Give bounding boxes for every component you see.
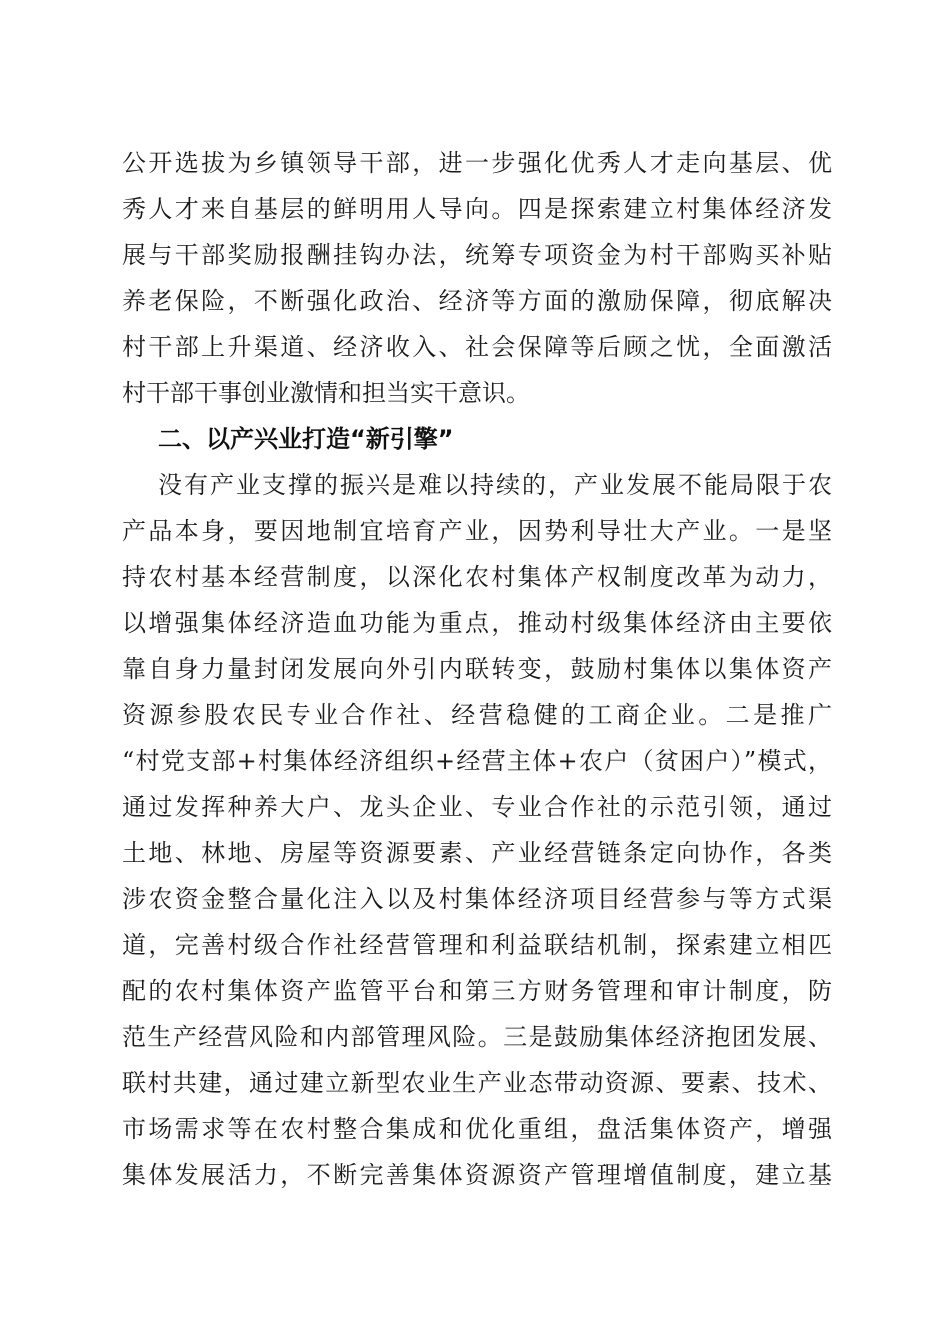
body-text-line: 道，完善村级合作社经营管理和利益联结机制，探索建立相匹 [122, 931, 832, 959]
body-text-line: 靠自身力量封闭发展向外引内联转变，鼓励村集体以集体资产 [122, 655, 832, 683]
body-text-line: 涉农资金整合量化注入以及村集体经济项目经营参与等方式渠 [122, 885, 832, 913]
body-text-line: 配的农村集体资产监管平台和第三方财务管理和审计制度，防 [122, 977, 832, 1005]
body-text-line: 没有产业支撑的振兴是难以持续的，产业发展不能局限于农 [158, 471, 832, 499]
body-text-line: 村干部干事创业激情和担当实干意识。 [122, 379, 530, 407]
section-heading: 二、以产兴业打造“新引擎” [158, 425, 454, 453]
body-text-line: 以增强集体经济造血功能为重点，推动村级集体经济由主要依 [122, 609, 832, 637]
body-text-line: 资源参股农民专业合作社、经营稳健的工商企业。二是推广 [122, 701, 832, 729]
body-text-line: “村党支部+村集体经济组织+经营主体+农户（贫困户）”模式， [122, 747, 832, 775]
body-text-line: 通过发挥种养大户、龙头企业、专业合作社的示范引领，通过 [122, 793, 832, 821]
body-text-line: 市场需求等在农村整合集成和优化重组，盘活集体资产，增强 [122, 1115, 832, 1143]
body-text-line: 联村共建，通过建立新型农业生产业态带动资源、要素、技术、 [122, 1069, 832, 1097]
body-text-line: 养老保险，不断强化政治、经济等方面的激励保障，彻底解决 [122, 287, 832, 315]
body-text-line: 集体发展活力，不断完善集体资源资产管理增值制度，建立基 [122, 1161, 832, 1189]
body-text-line: 展与干部奖励报酬挂钩办法，统筹专项资金为村干部购买补贴 [122, 241, 832, 269]
body-text-line: 村干部上升渠道、经济收入、社会保障等后顾之忧，全面激活 [122, 333, 832, 361]
body-text-line: 持农村基本经营制度，以深化农村集体产权制度改革为动力， [122, 563, 832, 591]
body-text-line: 土地、林地、房屋等资源要素、产业经营链条定向协作，各类 [122, 839, 832, 867]
body-text-line: 公开选拔为乡镇领导干部，进一步强化优秀人才走向基层、优 [122, 149, 832, 177]
body-text-line: 秀人才来自基层的鲜明用人导向。四是探索建立村集体经济发 [122, 195, 832, 223]
body-text-line: 范生产经营风险和内部管理风险。三是鼓励集体经济抱团发展、 [122, 1023, 832, 1051]
body-text-line: 产品本身，要因地制宜培育产业，因势利导壮大产业。一是坚 [122, 517, 832, 545]
